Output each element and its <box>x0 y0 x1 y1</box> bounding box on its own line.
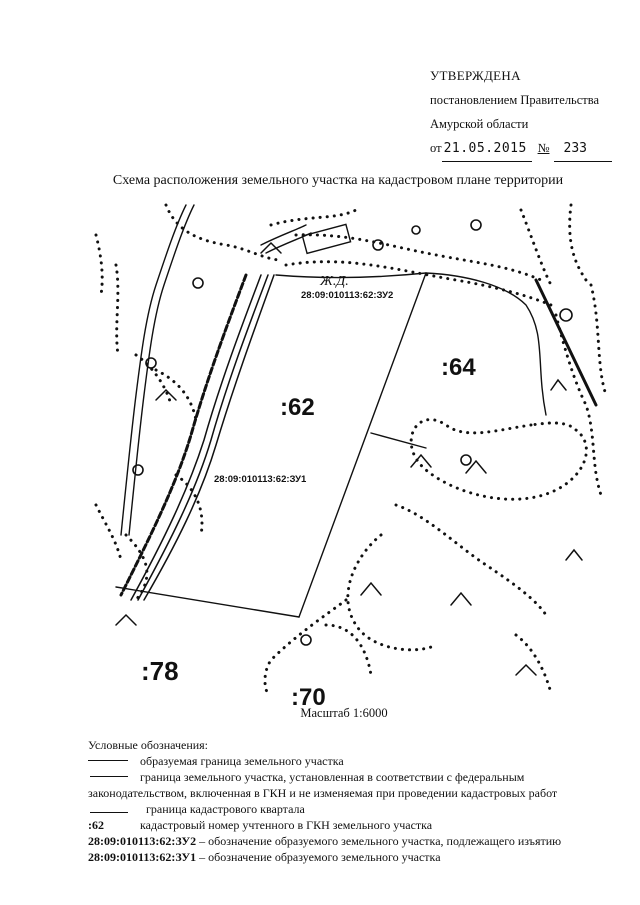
legend-item-4-text: кадастровый номер учтенного в ГКН земельного участка <box>140 818 433 832</box>
legend-item-existing-boundary <box>88 769 618 785</box>
road-line-1 <box>131 275 261 600</box>
map-drawing <box>96 205 608 711</box>
legend-item-6-text: – обозначение образуемого земельного участка <box>196 850 441 864</box>
approval-date: 21.05.2015 <box>442 137 532 162</box>
top-road <box>261 224 351 253</box>
date-prefix: от <box>430 141 442 155</box>
legend-swatch-thin <box>88 760 128 761</box>
approval-line1: постановлением Правительства <box>430 93 600 107</box>
label-zu1: 28:09:010113:62:ЗУ1 <box>214 474 307 485</box>
label-parcel-78: :78 <box>141 656 179 686</box>
approval-block <box>430 64 612 162</box>
legend-item-2b: законодательством, включенная в ГКН и не изменяемая при проведении кадастровых работ <box>88 786 558 800</box>
legend-code-62: :62 <box>88 818 104 832</box>
legend-item-cadastral-number <box>88 817 618 833</box>
approval-line2: Амурской области <box>430 117 529 131</box>
label-parcel-70: :70 <box>291 684 326 711</box>
label-road: Ж.Д. <box>320 274 349 289</box>
tree-markers <box>133 220 572 645</box>
legend-item-1-text: образуемая граница земельного участка <box>140 754 344 768</box>
number-label: № <box>537 141 550 155</box>
legend-item-zu2 <box>88 833 618 849</box>
east-rail <box>536 280 596 405</box>
parcel-boundaries <box>116 273 546 617</box>
legend-title: Условные обозначения: <box>88 738 209 752</box>
legend-item-new-boundary <box>88 753 618 769</box>
legend-item-5-text: – обозначение образуемого земельного участка, подлежащего изъятию <box>196 834 562 848</box>
page-title: Схема расположения земельного участка на кадастровом плане территории <box>112 173 564 188</box>
label-zu2: 28:09:010113:62:ЗУ2 <box>301 290 394 301</box>
legend-code-zu2: 28:09:010113:62:ЗУ2 <box>88 834 197 848</box>
label-parcel-64: :64 <box>441 354 476 381</box>
cadastral-map <box>96 205 608 711</box>
boundary-64-south <box>371 433 426 448</box>
legend <box>88 737 618 865</box>
legend-item-3-text: граница кадастрового квартала <box>146 802 305 816</box>
legend-swatch-medium <box>90 776 128 777</box>
legend-code-zu1: 28:09:010113:62:ЗУ1 <box>88 850 197 864</box>
legend-item-quarter-boundary <box>88 801 618 817</box>
boundary-64-east <box>426 273 546 415</box>
boundary-62-78 <box>116 587 299 617</box>
approval-dateline <box>430 136 612 162</box>
boundary-62-64 <box>299 273 426 617</box>
legend-swatch-quarter <box>90 812 128 813</box>
dotted-contours <box>96 205 606 693</box>
boundary-north <box>276 273 426 278</box>
approval-heading: УТВЕРЖДЕНА <box>430 68 521 83</box>
label-parcel-62: :62 <box>280 394 315 421</box>
approval-number: 233 <box>554 137 612 162</box>
scale-label: Масштаб 1:6000 <box>300 706 388 720</box>
legend-item-zu1 <box>88 849 618 865</box>
legend-item-2a-text: граница земельного участка, установленная в соответствии с федеральным <box>140 770 525 784</box>
